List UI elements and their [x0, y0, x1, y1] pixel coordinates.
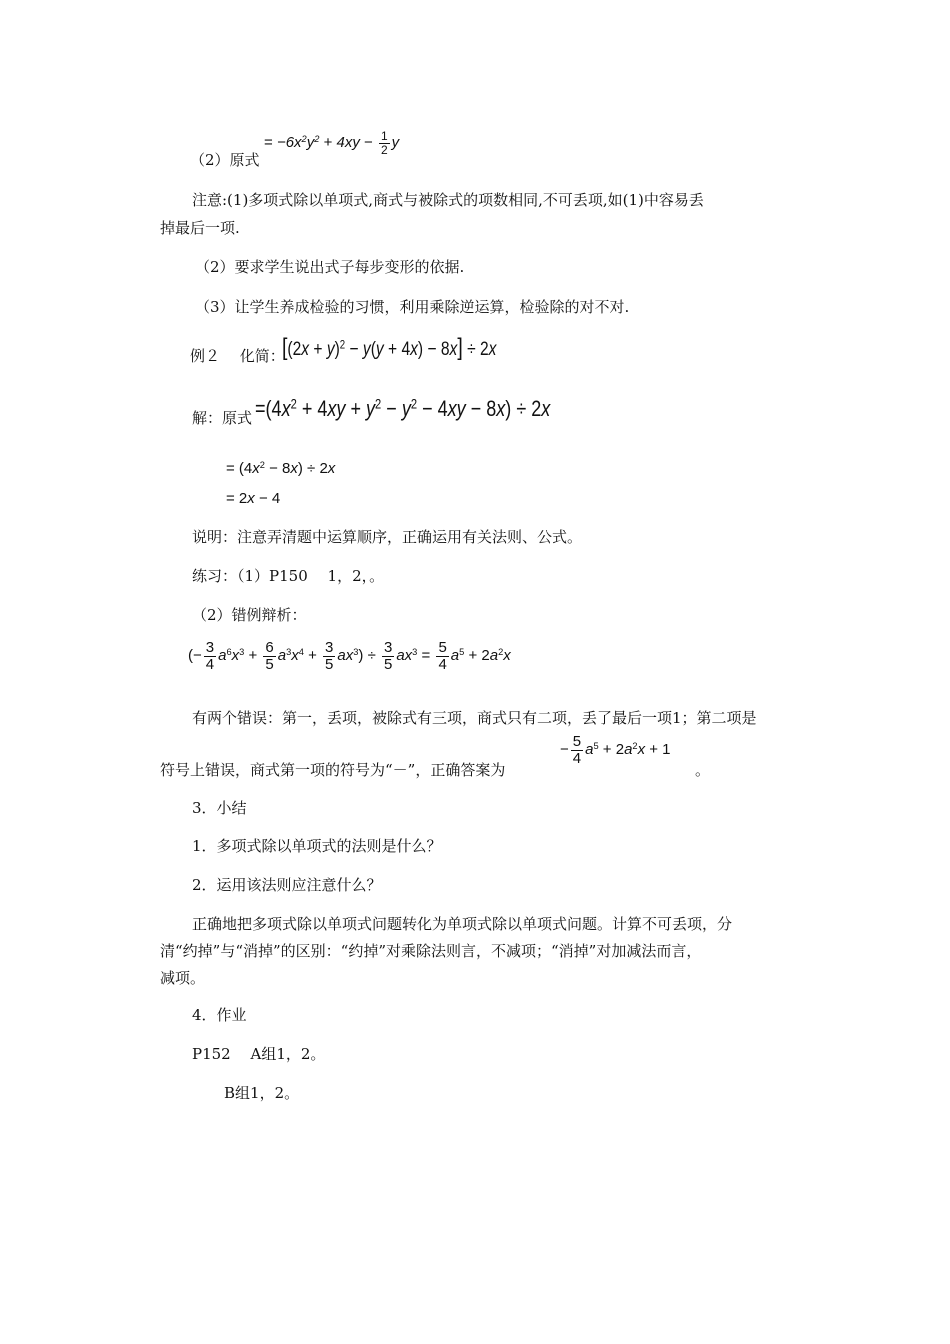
practice-1: 练习：（1）P150 1，2，。	[192, 567, 385, 585]
solution-formula: $=(4x^2 + 4xy + y^2 - y^2 - 4xy - 8x) \div 2x$	[255, 396, 551, 421]
error-analysis-line-2: 符号上错误，商式第一项的符号为“－”，正确答案为	[160, 761, 506, 779]
homework-group-b: B组1，2。	[224, 1084, 300, 1102]
error-analysis-line-1: 有两个错误：第一，丢项，被除式有三项，商式只有二项，丢了最后一项1；第二项是	[192, 709, 757, 727]
note-1-line-2: 掉最后一项.	[160, 219, 240, 237]
explanation: 说明：注意弄清题中运算顺序，正确运用有关法则、公式。	[192, 528, 583, 546]
example-2-formula: $[(2x + y)^2 - y(y + 4x) - 8x] \div 2x$	[282, 334, 497, 361]
error-formula: (− $\frac{3}{4}$ $a^6x^3$ + $\frac{6}{5}$ $a^3x^4$ + $\frac{3}{5}$ $ax^3$) ÷ $\frac{3}{5}$ $ax^3$ = $\frac{5}{4}$ $a^5 + 2a^2x$	[188, 639, 511, 673]
homework-group-a: P152 A组1，2。	[192, 1045, 326, 1063]
example-2-label: 例２ 化简：	[190, 347, 285, 365]
summary-question-2: 2．运用该法则应注意什么？	[192, 876, 382, 894]
note-1-line-1: 注意:(1)多项式除以单项式,商式与被除式的项数相同,不可丢项,如(1)中容易丢	[192, 191, 704, 209]
correct-answer-formula: − $\frac{5}{4}$ $a^5 + 2a^2x + 1$	[560, 733, 671, 767]
solution-step-1: = $(4x^2 - 8x) \div 2x$	[226, 459, 336, 477]
note-3: （3）让学生养成检验的习惯，利用乘除逆运算，检验除的对不对.	[195, 298, 630, 316]
summary-paragraph-line-1: 正确地把多项式除以单项式问题转化为单项式除以单项式问题。计算不可丢项，分	[192, 915, 733, 933]
line-2-formula: = $-6x^2y^2 + 4xy$ − $\frac{1}{2}$ y	[264, 129, 400, 157]
summary-paragraph-line-2: 清“约掉”与“消掉”的区别：“约掉”对乘除法则言，不减项；“消掉”对加减法而言，	[160, 942, 702, 960]
practice-2: （2）错例辩析：	[192, 606, 307, 624]
note-2: （2）要求学生说出式子每步变形的依据.	[195, 258, 465, 276]
line-2-label: （2）原式	[190, 151, 260, 169]
homework-title: 4．作业	[192, 1006, 247, 1024]
solution-step-2: = 2x − 4	[226, 490, 281, 507]
summary-paragraph-line-3: 减项。	[160, 969, 206, 987]
solution-label: 解：原式	[192, 409, 253, 427]
summary-question-1: 1．多项式除以单项式的法则是什么？	[192, 837, 442, 855]
summary-title: 3．小结	[192, 799, 247, 817]
answer-end-mark: 。	[695, 761, 711, 779]
